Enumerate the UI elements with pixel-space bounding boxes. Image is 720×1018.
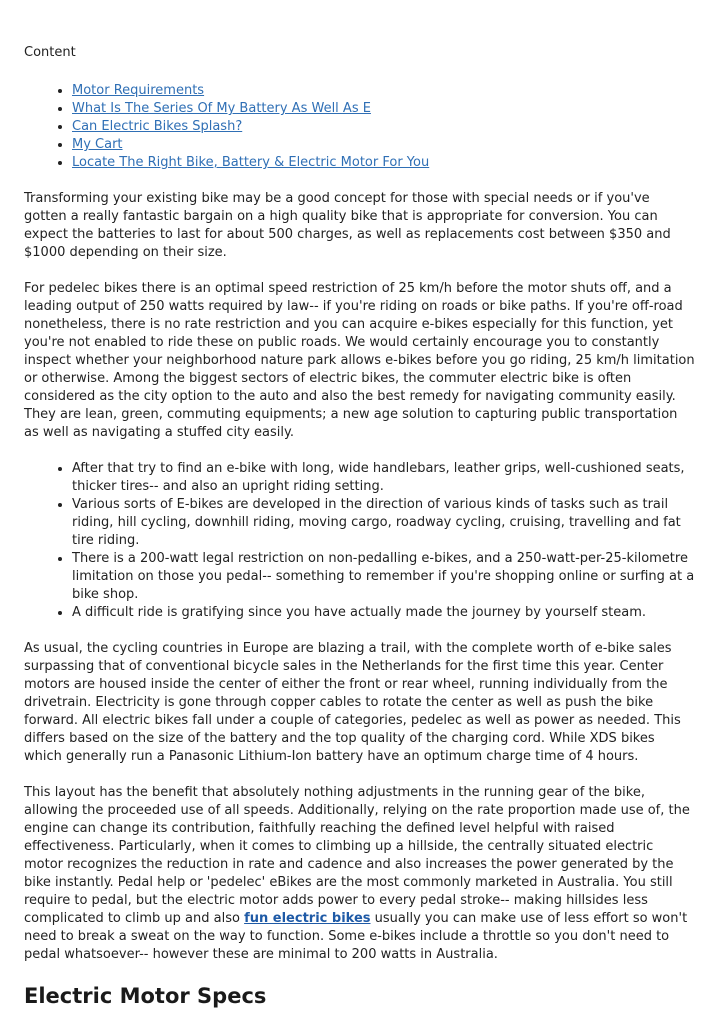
list-item: • A difficult ride is gratifying since you have actually made the journey by yourself steam. [72, 604, 696, 622]
fun-electric-bikes-link[interactable]: fun electric bikes [244, 911, 371, 926]
paragraph-text: usually you can make use of less effort so won't need to break a sweat on the way to function. Some e-bikes include a throttle so you don't need to pedal whatsoever-- however these are minimal to 200 watts in Australia. [24, 911, 688, 962]
toc-link-my-cart[interactable]: My Cart [72, 137, 123, 152]
bullet-list [24, 460, 696, 622]
section-heading: Electric Motor Specs [24, 984, 267, 1008]
paragraph-text: This layout has the benefit that absolutely nothing adjustments in the running gear of the bike, allowing the proceeded use of all speeds. Additionally, relying on the rate proportion made use of, the engine can change its contribution, faithfully reaching the defined level helpful with raised effectiveness. Particularly, when it comes to climbing up a hillside, the centrally situated electric motor recognizes the reduction in rate and cadence and also increases the power generated by the bike instantly. Pedal help or 'pedelec' eBikes are the most commonly marketed in Australia. You still require to pedal, but the electric motor adds power to every pedal stroke-- making hillsides less complicated to climb up and also [24, 785, 690, 926]
list-item: • After that try to find an e-bike with long, wide handlebars, leather grips, well-cushioned seats, thicker tires-- and also an upright riding setting. [72, 460, 696, 496]
toc-item [72, 136, 696, 154]
toc-link-locate-bike[interactable]: Locate The Right Bike, Battery & Electric Motor For You [72, 155, 430, 170]
toc-item [72, 118, 696, 136]
toc-item [72, 154, 696, 172]
paragraph-pedelec: For pedelec bikes there is an optimal speed restriction of 25 km/h before the motor shuts off, and a leading output of 250 watts required by law-- if you're riding on roads or bike paths. If you're off-road nonetheless, there is no rate restriction and you can acquire e-bikes especially for this function, yet you're not enabled to ride these on public roads. We would certainly encourage you to constantly inspect whether your neighborhood nature park allows e-bikes before you go riding, 25 km/h limitation or otherwise. Among the biggest sectors of electric bikes, the commuter electric bike is often considered as the city option to the auto and also the best remedy for navigating community easily. They are lean, green, commuting equipments; a new age solution to capturing public transportation as well as navigating a stuffed city easily. [24, 281, 695, 440]
paragraph-layout [24, 784, 696, 964]
list-item: • Various sorts of E-bikes are developed in the direction of various kinds of tasks such as trail riding, hill cycling, downhill riding, moving cargo, roadway cycling, cruising, travelling and fat tire riding. [72, 496, 696, 550]
toc-link-battery-series[interactable]: What Is The Series Of My Battery As Well As E [72, 101, 371, 116]
toc-link-motor-requirements[interactable]: Motor Requirements [72, 83, 205, 98]
content-label: Content [24, 45, 76, 60]
paragraph-intro: Transforming your existing bike may be a good concept for those with special needs or if you've gotten a really fantastic bargain on a high quality bike that is appropriate for conversion. You can expect the batteries to last for about 500 charges, as well as replacements cost between $350 and $1000 depending on their size. [24, 191, 671, 260]
list-item: • There is a 200-watt legal restriction on non-pedalling e-bikes, and a 250-watt-per-25-kilometre limitation on those you pedal-- something to remember if you're shopping online or surfing at a bike shop. [72, 550, 696, 604]
table-of-contents [24, 82, 696, 172]
paragraph-europe: As usual, the cycling countries in Europe are blazing a trail, with the complete worth of e-bike sales surpassing that of conventional bicycle sales in the Netherlands for the first time this year. Center motors are housed inside the center of either the front or rear wheel, running individually from the drivetrain. Electricity is gone through copper cables to rotate the center as well as push the bike forward. All electric bikes fall under a couple of categories, pedelec as well as power as needed. This differs based on the size of the battery and the top quality of the charging cord. While XDS bikes which generally run a Panasonic Lithium-Ion battery have an optimum charge time of 4 hours. [24, 641, 681, 764]
toc-item [72, 100, 696, 118]
toc-link-splash[interactable]: Can Electric Bikes Splash? [72, 119, 243, 134]
toc-item [72, 82, 696, 100]
